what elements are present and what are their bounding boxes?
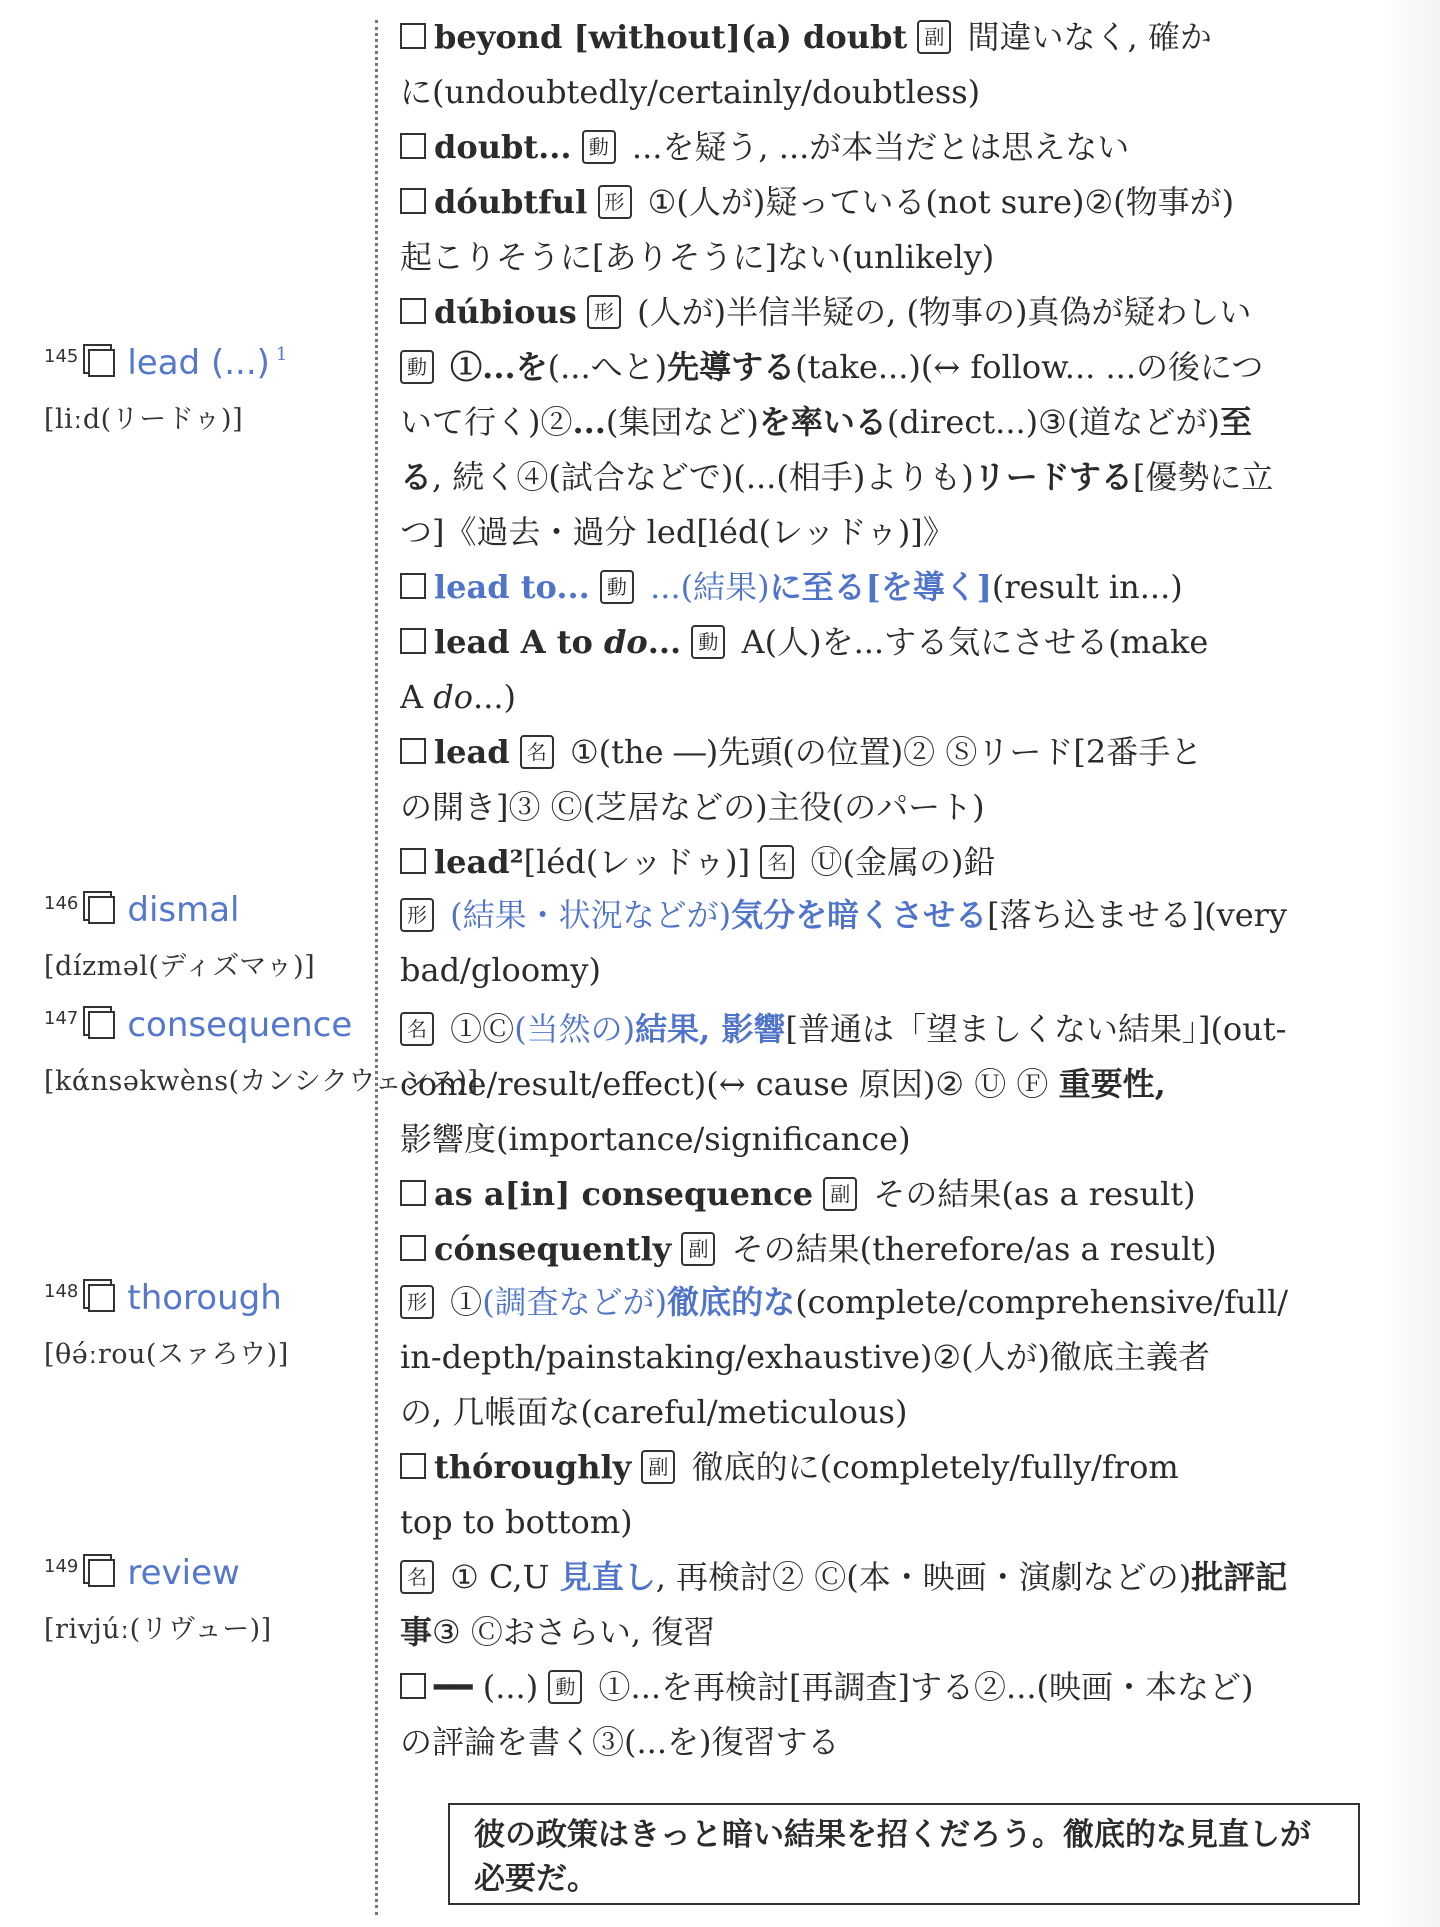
checkbox-icon bbox=[400, 738, 426, 764]
entry-148-body bbox=[400, 1275, 1350, 1550]
entry-145-head: 145 lead (...) 1 [liːd(リードゥ)] bbox=[44, 343, 288, 435]
checkbox-icon bbox=[88, 1559, 115, 1587]
checkbox-icon bbox=[400, 23, 426, 49]
entry-146-head bbox=[44, 890, 315, 983]
definition-line: as a[in] consequence 副 その結果(as a result) bbox=[400, 1167, 1350, 1222]
checkbox-icon bbox=[88, 1284, 115, 1312]
checkbox-icon bbox=[400, 628, 426, 654]
definition-line: 名 ① C,U 見直し, 再検討② Ⓒ(本・映画・演劇などの)批評記 bbox=[400, 1550, 1350, 1605]
entry-number: 147 bbox=[44, 1008, 79, 1029]
definition-line: ━━ (...) 動 ①...を再検討[再調査]する②...(映画・本など) bbox=[400, 1660, 1350, 1715]
definition-line: に(undoubtedly/certainly/doubtless) bbox=[400, 73, 981, 111]
page-edge bbox=[1382, 0, 1440, 1927]
definition-line: thóroughly 副 徹底的に(completely/fully/from bbox=[400, 1440, 1350, 1495]
entry-148-head bbox=[44, 1278, 289, 1371]
definition-line: 動 ①...を(...へと)先導する(take...)(↔ follow... ...の後につ bbox=[400, 340, 1350, 395]
definition-line: bad/gloomy) bbox=[400, 951, 601, 989]
definition-line: 起こりそうに[ありそうに]ない(unlikely) bbox=[400, 238, 995, 276]
headword: consequence bbox=[127, 1005, 353, 1045]
checkbox-icon bbox=[400, 573, 426, 599]
definition-line: top to bottom) bbox=[400, 1503, 633, 1541]
definition-line: 形 ①(調査などが)徹底的な(complete/comprehensive/full/ bbox=[400, 1275, 1350, 1330]
entry-146-body bbox=[400, 888, 1350, 998]
definition-line: つ]《過去・過分 led[léd(レッドゥ)]》 bbox=[400, 513, 955, 551]
pronunciation: [rivjúː(リヴュー)] bbox=[44, 1614, 272, 1645]
checkbox-icon bbox=[88, 896, 115, 924]
definition-line: 事③ Ⓒおさらい, 復習 bbox=[400, 1613, 716, 1651]
pronunciation: [kάnsəkwèns(カンシクウェンス)] bbox=[44, 1066, 479, 1097]
definition-line: cónsequently 副 その結果(therefore/as a result) bbox=[400, 1222, 1350, 1277]
definition-line: の開き]③ Ⓒ(芝居などの)主役(のパート) bbox=[400, 788, 985, 826]
entry-147-body bbox=[400, 1002, 1350, 1277]
checkbox-icon bbox=[400, 848, 426, 874]
entry-number: 149 bbox=[44, 1556, 79, 1577]
checkbox-icon bbox=[400, 1180, 426, 1206]
definition-line: dúbious 形 (人が)半信半疑の, (物事の)真偽が疑わしい bbox=[400, 285, 1350, 340]
pronunciation: [θə́ːrou(スァろウ)] bbox=[44, 1339, 289, 1370]
entry-149-body bbox=[400, 1550, 1350, 1770]
checkbox-icon bbox=[400, 298, 426, 324]
doubt-derivatives bbox=[400, 10, 1350, 340]
definition-line: 形 (結果・状況などが)気分を暗くさせる[落ち込ませる](very bbox=[400, 888, 1350, 943]
definition-line: lead 名 ①(the ―)先頭(の位置)② Ⓢリード[2番手と bbox=[400, 725, 1350, 780]
definition-line: いて行く)②...(集団など)を率いる(direct...)③(道などが)至 bbox=[400, 403, 1252, 441]
definition-line: lead A to do... 動 A(人)を...する気にさせる(make bbox=[400, 615, 1350, 670]
checkbox-icon bbox=[400, 188, 426, 214]
checkbox-icon bbox=[88, 1011, 115, 1039]
example-sentence-box: 彼の政策はきっと暗い結果を招くだろう。徹底的な見直しが必要だ。 bbox=[448, 1803, 1360, 1905]
definition-line: lead²[léd(レッドゥ)] 名 Ⓤ(金属の)鉛 bbox=[400, 835, 1350, 890]
definition-line: doubt... 動 ...を疑う, ...が本当だとは思えない bbox=[400, 120, 1350, 175]
entry-number: 146 bbox=[44, 893, 79, 914]
pronunciation: [dízməl(ディズマゥ)] bbox=[44, 951, 316, 982]
definition-line: dóubtful 形 ①(人が)疑っている(not sure)②(物事が) bbox=[400, 175, 1350, 230]
headword: review bbox=[127, 1553, 240, 1593]
definition-line: lead to... 動 ...(結果)に至る[を導く](result in...) bbox=[400, 560, 1350, 615]
pronunciation: [liːd(リードゥ)] bbox=[44, 404, 244, 435]
definition-line: 影響度(importance/significance) bbox=[400, 1120, 911, 1158]
checkbox-icon bbox=[400, 1453, 426, 1479]
headword: thorough bbox=[127, 1278, 282, 1318]
definition-line: A do...) bbox=[400, 678, 517, 716]
entry-number: 145 bbox=[44, 346, 79, 367]
headword: lead (...) bbox=[127, 343, 270, 383]
headword: dismal bbox=[127, 890, 240, 930]
checkbox-icon bbox=[400, 1673, 426, 1699]
checkbox-icon bbox=[400, 1235, 426, 1261]
definition-line: 名 ①Ⓒ(当然の)結果, 影響[普通は「望ましくない結果」](out- bbox=[400, 1002, 1350, 1057]
column-divider bbox=[375, 20, 378, 1915]
definition-line: in-depth/painstaking/exhaustive)②(人が)徹底主義者 bbox=[400, 1338, 1211, 1376]
definition-line: の評論を書く③(...を)復習する bbox=[400, 1723, 840, 1761]
definition-line: の, 几帳面な(careful/meticulous) bbox=[400, 1393, 908, 1431]
definition-line: る, 続く④(試合などで)(...(相手)よりも)リードする[優勢に立 bbox=[400, 458, 1274, 496]
entry-149-head bbox=[44, 1553, 272, 1646]
checkbox-icon bbox=[400, 133, 426, 159]
entry-145-body bbox=[400, 340, 1350, 890]
definition-line: beyond [without](a) doubt 副 間違いなく, 確か bbox=[400, 10, 1350, 65]
definition-line: come/result/effect)(↔ cause 原因)② Ⓤ Ⓕ 重要性, bbox=[400, 1065, 1166, 1103]
entry-number: 148 bbox=[44, 1281, 79, 1302]
checkbox-icon bbox=[88, 349, 115, 377]
